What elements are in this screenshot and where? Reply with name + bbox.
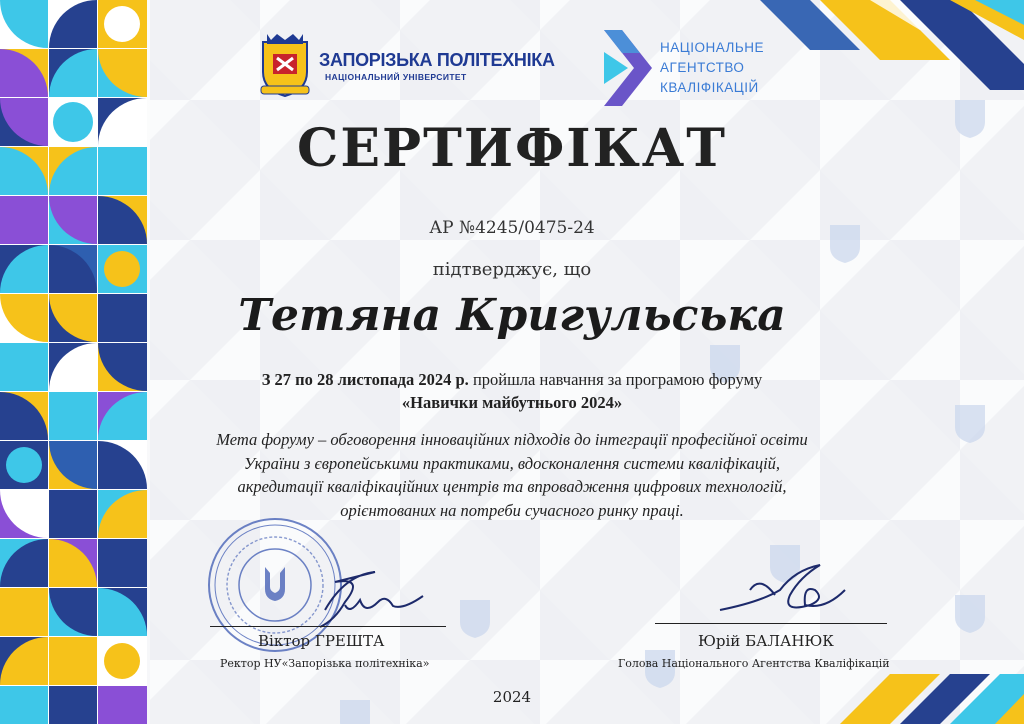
nak-line-2: АГЕНТСТВО — [660, 60, 745, 75]
confirm-text: підтверджує, що — [432, 259, 592, 280]
signatory-title-left: Ректор НУ«Запорізька політехніка» — [220, 657, 430, 670]
nak-line-3: КВАЛІФІКАЦІЙ — [660, 80, 759, 95]
signature-left — [285, 565, 435, 635]
zntu-emblem-icon — [255, 30, 315, 98]
signatory-name-right: Юрій БАЛАНЮК — [698, 632, 834, 650]
certificate-year: 2024 — [492, 688, 532, 706]
purpose-line-1: Мета форуму – обговорення інноваційних підходів до інтеграції професійної освіти — [216, 430, 808, 449]
nak-line-1: НАЦІОНАЛЬНЕ — [660, 40, 765, 55]
signature-line-left — [210, 626, 446, 627]
certificate-number: АР №4245/0475-24 — [429, 218, 595, 238]
purpose-line-2: України з європейськими практиками, вдосконалення системи кваліфікацій, — [243, 453, 781, 473]
recipient-name: Тетяна Кригульська — [238, 290, 786, 341]
decorative-left-strip — [0, 0, 147, 724]
training-dates: З 27 по 28 листопада 2024 р. — [261, 370, 469, 389]
purpose-line-4: орієнтованих на потреби сучасного ринку праці. — [340, 500, 684, 520]
training-statement — [0, 368, 1024, 414]
signatory-name-left: Віктор ГРЕШТА — [258, 632, 385, 650]
signature-right — [700, 555, 850, 625]
nak-title — [660, 38, 764, 98]
signatory-title-right: Голова Національного Агентства Кваліфікацій — [618, 657, 890, 670]
nak-chevron-icon — [600, 30, 656, 108]
training-text: пройшла навчання за програмою форуму — [468, 370, 763, 389]
purpose-line-3: акредитації кваліфікаційних центрів та впровадження цифрових технологій, — [237, 477, 787, 496]
zntu-name: ЗАПОРІЗЬКА ПОЛІТЕХНІКА — [319, 50, 555, 70]
certificate-heading: СЕРТИФІКАТ — [297, 118, 727, 179]
zntu-subtitle: НАЦІОНАЛЬНИЙ УНІВЕРСИТЕТ — [325, 72, 467, 82]
signature-line-right — [655, 623, 887, 624]
nak-logo — [600, 30, 800, 110]
forum-purpose — [150, 428, 874, 522]
program-name: «Навички майбутнього 2024» — [401, 393, 623, 412]
zntu-logo — [255, 30, 555, 100]
